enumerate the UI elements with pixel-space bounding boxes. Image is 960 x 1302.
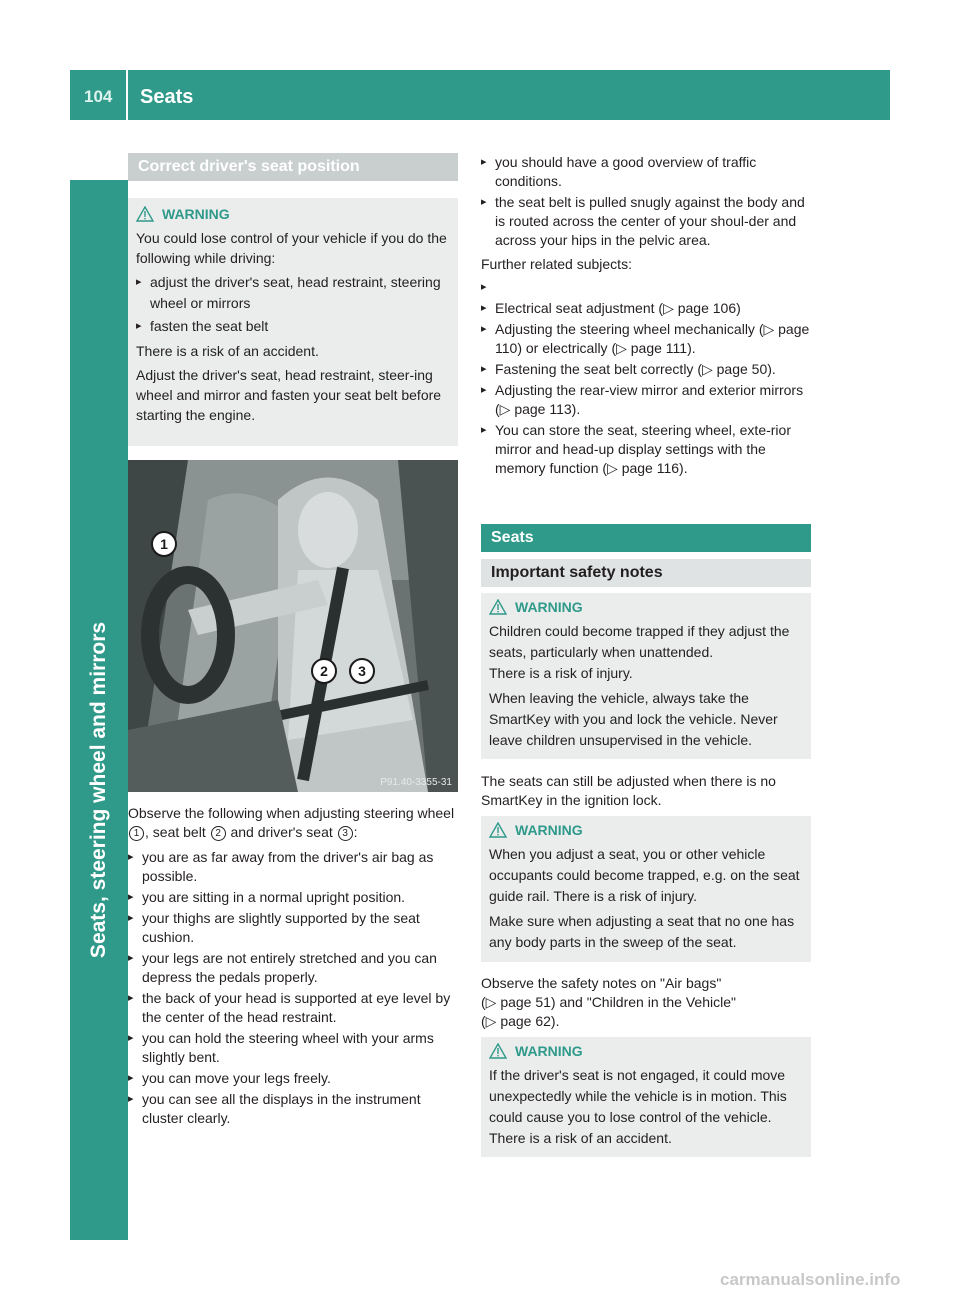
warning-action: Make sure when adjusting a seat that no one has any body parts in the sweep of the seat. [489,913,795,950]
ref-number-2: 2 [211,826,226,841]
list-item: ▸ you are sitting in a normal upright position. [128,888,460,907]
subheading-safety-notes: Important safety notes [481,559,811,587]
warning-action: Adjust the driver's seat, head restraint, steer-ing wheel and mirror and fasten your seat belt before starting the engine. [136,367,442,423]
list-item: ▸ your thighs are slightly supported by the seat cushion. [128,909,460,947]
chapter-title: Seats, steering wheel and mirrors [87,621,110,959]
related-link[interactable]: ▸ Adjusting the rear-view mirror and exterior mirrors (▷ page 113). [481,381,813,419]
related-link[interactable]: ▸ Adjusting the steering wheel mechanically (▷ page 110) or electrically (▷ page 111). [481,320,813,358]
ref-airbags-link[interactable]: (▷ page 51) and "Children in the Vehicle" [481,994,736,1010]
list-item: ▸ fasten the seat belt [136,316,450,337]
top-bullets [481,153,813,250]
related-list [481,278,813,478]
warning-triangle-icon [136,206,154,222]
warning-text: Children could become trapped if they adjust the seats, particularly when unattended. [489,623,790,660]
ref-number-3: 3 [338,826,353,841]
observe-paragraph: Observe the following when adjusting steering wheel 1 , seat belt 2 and driver's seat 3 : [128,805,455,840]
driver-seat-illustration [128,460,458,792]
warning-box-lose-control [128,198,458,446]
warning-title: WARNING [489,822,803,838]
list-item: ▸ you should have a good overview of traffic conditions. [481,153,813,191]
observe-safety-notes: Observe the safety notes on "Air bags" (▷ page 51) and "Children in the Vehicle" (▷ page 62). [481,974,813,1031]
warning-intro: You could lose control of your vehicle if you do the following while driving: [136,230,447,266]
related-link[interactable]: ▸ Fastening the seat belt correctly (▷ page 50). [481,360,813,379]
list-item: ▸ the back of your head is supported at eye level by the center of the head restraint. [128,989,460,1027]
col2-top-block [481,153,813,478]
header-divider [126,70,128,120]
ref-number-1: 1 [129,826,144,841]
list-item: ▸ you can hold the steering wheel with your arms slightly bent. [128,1029,460,1067]
warning-text: When you adjust a seat, you or other vehicle occupants could become trapped, e.g. on the seat guide rail. There is a risk of injury. [489,846,800,904]
warning-box-trapped [481,816,811,962]
ref-children-link[interactable]: (▷ page 62). [481,1013,560,1029]
warning-triangle-icon [489,822,507,838]
related-link[interactable]: ▸ You can store the seat, steering wheel, exte-rior mirror and head-up display settings with the memory function (▷ page 116). [481,421,813,478]
warning-title: WARNING [489,599,803,615]
warning-triangle-icon [489,599,507,615]
related-link[interactable]: ▸ Electrical seat adjustment (▷ page 106) [481,299,813,318]
list-item [481,278,813,297]
further-label: Further related subjects: [481,256,632,272]
page-number: 104 [84,87,113,106]
list-item: ▸ you can move your legs freely. [128,1069,460,1088]
warning-action: When leaving the vehicle, always take the SmartKey with you and lock the vehicle. Never leave children unsupervised in the vehicle. [489,690,778,748]
driver-seat-photo [128,460,458,792]
section-heading-driver-seat: Correct driver's seat position [128,153,458,181]
warning-risk: There is a risk of an accident. [136,343,319,359]
warning-triangle-icon [489,1043,507,1059]
warning-title: WARNING [136,206,450,222]
warning-text: If the driver's seat is not engaged, it could move unexpectedly while the vehicle is in motion. This could cause you to lose control of the vehicle. There is a risk of an accident. [489,1067,787,1146]
list-item: ▸ you can see all the displays in the instrument cluster clearly. [128,1090,460,1128]
warning-risk: There is a risk of injury. [489,665,633,681]
watermark: carmanualsonline.info [720,1270,901,1289]
observe-adjust-block [128,804,460,1128]
list-item: ▸ your legs are not entirely stretched and you can depress the pedals properly. [128,949,460,987]
seats-adjust-text: The seats can still be adjusted when there is no SmartKey in the ignition lock. [481,773,776,808]
figure-code: P91.40-3355-31 [380,777,452,788]
warning-box-seat-engaged [481,1037,811,1157]
warning-box-children [481,593,811,759]
callout-drivers-seat: 3 [349,658,375,684]
header-title: Seats [140,86,194,108]
callout-steering-wheel: 1 [151,531,177,557]
list-item: ▸ you are as far away from the driver's air bag as possible. [128,848,460,886]
list-item: ▸ adjust the driver's seat, head restraint, steering wheel or mirrors [136,272,450,314]
warning-bullets [136,272,450,337]
warning-title: WARNING [489,1043,803,1059]
observe-bullets [128,848,460,1128]
section-heading-seats: Seats [481,524,811,552]
callout-seat-belt: 2 [311,658,337,684]
list-item: ▸ the seat belt is pulled snugly against the body and is routed across the center of your shoul-der and across your hips in the pelvic area. [481,193,813,250]
